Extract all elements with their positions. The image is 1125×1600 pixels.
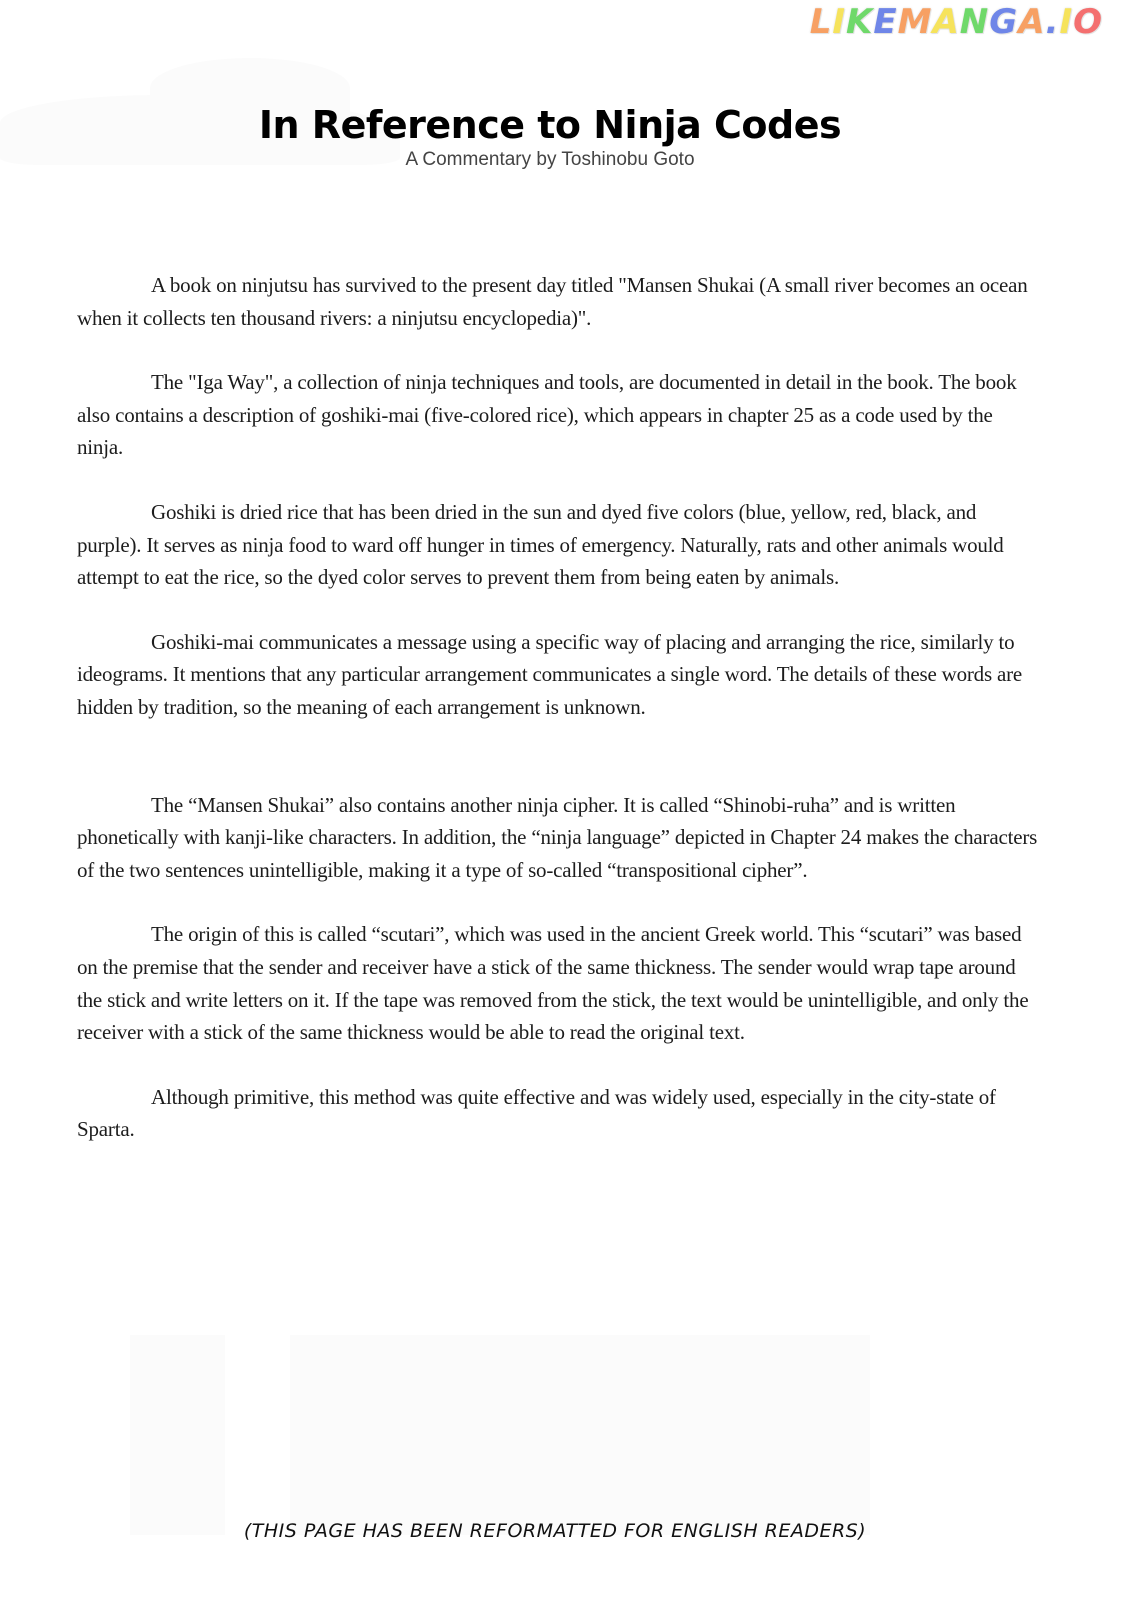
watermark-letter: K — [846, 2, 874, 42]
paragraph: Although primitive, this method was quite effective and was widely used, especially in the city-state of Sparta. — [77, 1084, 996, 1142]
watermark-letter: M — [897, 2, 933, 42]
paragraph: A book on ninjutsu has survived to the present day titled "Mansen Shukai (A small river becomes an ocean when it collects ten thousand rivers: a ninjutsu encyclopedia)". — [77, 273, 1028, 330]
reformat-note: (THIS PAGE HAS BEEN REFORMATTED FOR ENGLISH READERS) — [243, 1520, 867, 1542]
article-body — [77, 269, 1042, 1146]
watermark-letter: I — [1059, 2, 1074, 42]
paragraph: Goshiki-mai communicates a message using a specific way of placing and arranging the rice, similarly to ideograms. It mentions that any particular arrangement communicates a single word. The details of these words are hidden by tradition, so the meaning of each arrangement is unknown. — [77, 629, 1023, 719]
watermark-letter: I — [832, 2, 847, 42]
watermark-letter: N — [959, 2, 990, 42]
paragraph: The “Mansen Shukai” also contains another ninja cipher. It is called “Shinobi-ruha” and is written phonetically with kanji-like characters. In addition, the “ninja language” depicted in Chapter 24 makes the characters of the two sentences unintelligible, making it a type of so-called “transpositional cipher”. — [77, 792, 1038, 882]
erased-text-background — [130, 1335, 225, 1535]
watermark-letter: G — [989, 2, 1019, 42]
watermark-letter: E — [873, 2, 898, 42]
paragraph: Goshiki is dried rice that has been dried in the sun and dyed five colors (blue, yellow, red, black, and purple). It serves as ninja food to ward off hunger in times of emergency. Naturally, rats and other animals would attempt to eat the rice, so the dyed color serves to prevent them from being eaten by animals. — [77, 499, 1004, 590]
erased-text-background — [290, 1335, 870, 1535]
page-subtitle: A Commentary by Toshinobu Goto — [405, 149, 695, 170]
watermark-letter: L — [809, 2, 833, 42]
watermark-letter: O — [1073, 2, 1103, 42]
page-title: In Reference to Ninja Codes — [258, 103, 842, 147]
watermark-letter: A — [1018, 2, 1046, 42]
watermark-letter: A — [932, 2, 960, 42]
paragraph: The "Iga Way", a collection of ninja techniques and tools, are documented in detail in the book. The book also contains a description of goshiki-mai (five-colored rice), which appears in chapter 25 as a code used by the ninja. — [77, 370, 1017, 460]
watermark-letter: . — [1045, 2, 1060, 42]
paragraph: The origin of this is called “scutari”, which was used in the ancient Greek world. This “scutari” was based on the premise that the sender and receiver have a stick of the same thickness. The sender would wrap tape around the stick and write letters on it. If the tape was removed from the stick, the text would be unintelligible, and only the receiver with a stick of the same thickness would be able to read the original text. — [77, 922, 1029, 1045]
site-watermark-logo — [810, 0, 1103, 44]
